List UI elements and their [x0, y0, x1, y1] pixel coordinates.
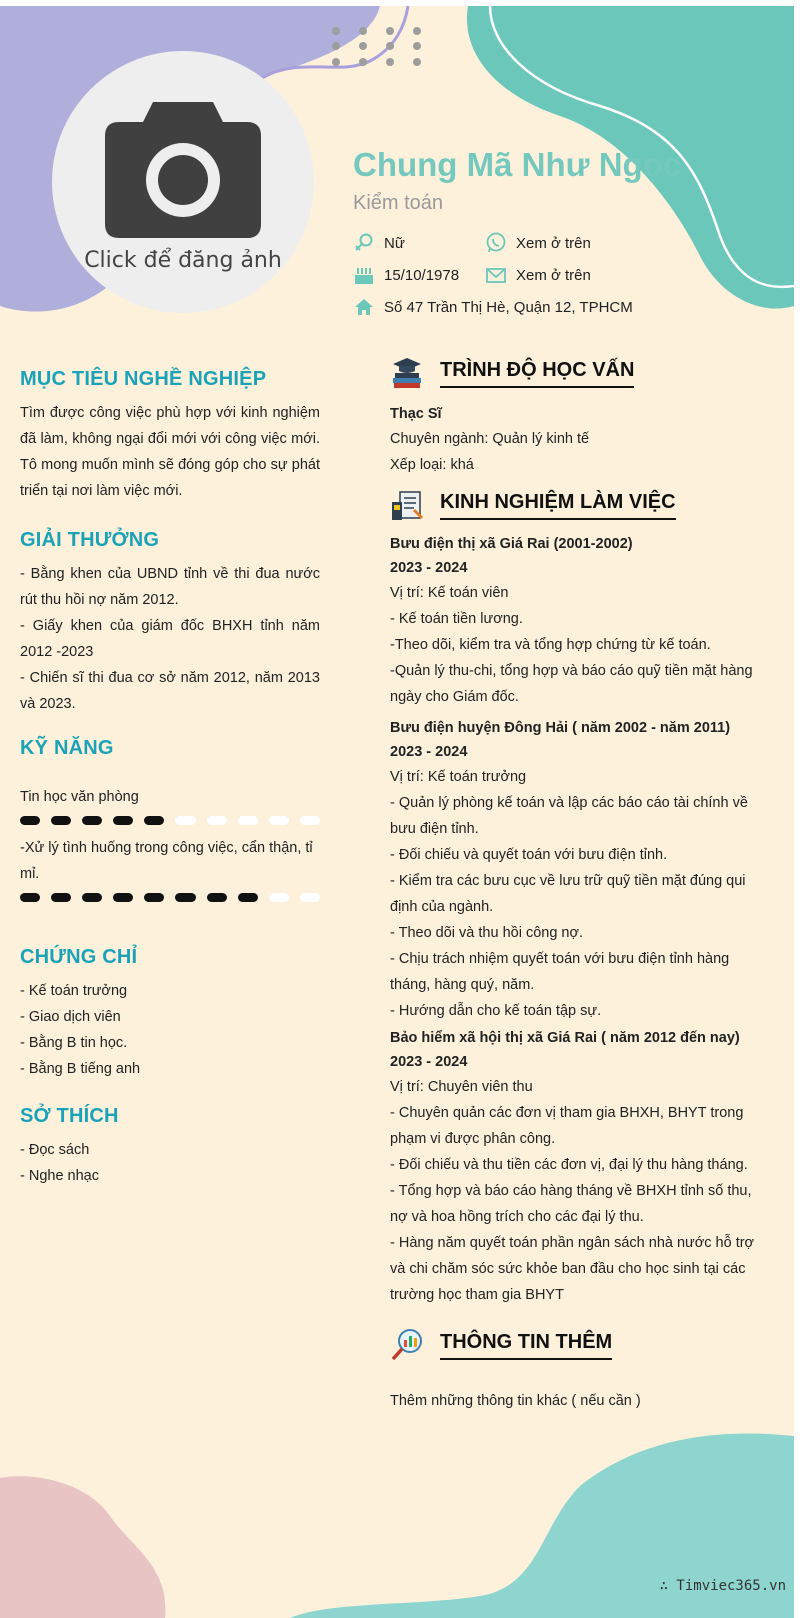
contact-email	[485, 264, 591, 286]
objective-text: Tìm được công việc phù hợp với kinh nghiệm đã làm, không ngại đổi mới với công việc mới. Tô mong muốn mình sẽ đóng góp cho sự phát triển tại nơi làm việc mới.	[20, 405, 320, 499]
skill-dot-filled	[20, 893, 40, 902]
additional-text: Thêm những thông tin khác ( nếu cần )	[390, 1393, 641, 1409]
job-company: Bưu điện huyện Đông Hải ( năm 2002 - năm 2011)	[390, 720, 731, 736]
award-item: - Giấy khen của giám đốc BHXH tỉnh năm 2012 -2023	[20, 618, 320, 660]
address-value: Số 47 Trần Thị Hè, Quận 12, TPHCM	[384, 298, 633, 316]
left-column	[20, 368, 320, 1189]
skill-dot-filled	[113, 816, 133, 825]
skills-title: KỸ NĂNG	[20, 737, 114, 759]
certificates-title: CHỨNG CHỈ	[20, 946, 138, 968]
hobbies-title: SỞ THÍCH	[20, 1105, 119, 1127]
skill-level-bar	[20, 893, 320, 902]
award-item: - Chiến sĩ thi đua cơ sở năm 2012, năm 2013 và 2023.	[20, 670, 320, 712]
awards-title: GIẢI THƯỞNG	[20, 529, 160, 551]
awards-list	[20, 561, 320, 717]
job-line: -Quản lý thu-chi, tổng hợp và báo cáo quỹ tiền mặt hàng ngày cho Giám đốc.	[390, 663, 753, 705]
hobby-item: - Nghe nhạc	[20, 1168, 99, 1184]
cv-paper	[0, 6, 794, 1618]
skill-dot-filled	[175, 893, 195, 902]
job-period: 2023 - 2024	[390, 744, 468, 760]
gender-value: Nữ	[384, 234, 405, 252]
job-line: -Theo dõi, kiểm tra và tổng hợp chứng từ kế toán.	[390, 637, 711, 653]
education-major: Chuyên ngành: Quản lý kinh tế	[390, 431, 590, 447]
skill-dot-filled	[113, 893, 133, 902]
contact-gender	[353, 232, 405, 254]
hobby-item: - Đọc sách	[20, 1142, 90, 1158]
candidate-job-title: Kiểm toán	[353, 192, 444, 214]
education-header	[390, 352, 770, 394]
job-line: - Đối chiếu và quyết toán với bưu điện tỉnh.	[390, 847, 668, 863]
skill-dot-filled	[207, 893, 227, 902]
camera-icon	[105, 102, 261, 238]
objective-title: MỤC TIÊU NGHỀ NGHIỆP	[20, 368, 267, 390]
gender-icon	[353, 232, 375, 254]
education-grade: Xếp loại: khá	[390, 457, 474, 473]
work-tools-icon	[390, 488, 424, 522]
skill-level-bar	[20, 816, 320, 825]
job-line: - Chịu trách nhiệm quyết toán với bưu điện tỉnh hàng tháng, hàng quý, năm.	[390, 951, 730, 993]
avatar-upload[interactable]	[52, 51, 314, 313]
skill-dot-empty	[300, 893, 320, 902]
job-line: - Hướng dẫn cho kế toán tập sự.	[390, 1003, 602, 1019]
job-line: - Quản lý phòng kế toán và lập các báo cáo tài chính về bưu điện tỉnh.	[390, 795, 748, 837]
skill-dot-filled	[51, 816, 71, 825]
job-period: 2023 - 2024	[390, 1054, 468, 1070]
hobbies-list	[20, 1137, 320, 1189]
job-line: Vị trí: Kế toán viên	[390, 585, 509, 601]
additional-title: THÔNG TIN THÊM	[440, 1331, 612, 1360]
skill-name: Tin học văn phòng	[20, 789, 139, 805]
job-company: Bưu điện thị xã Giá Rai (2001-2002)	[390, 536, 633, 552]
certificates-list	[20, 978, 320, 1082]
certificate-item: - Giao dịch viên	[20, 1009, 121, 1025]
job-company: Bảo hiểm xã hội thị xã Giá Rai ( năm 2012 đến nay)	[390, 1030, 740, 1046]
certificate-item: - Bằng B tin học.	[20, 1035, 128, 1051]
skill-dot-empty	[207, 816, 227, 825]
job-entry	[390, 1026, 770, 1308]
contact-phone	[485, 232, 591, 254]
certificate-item: - Bằng B tiếng anh	[20, 1061, 141, 1077]
phone-icon	[485, 232, 507, 254]
experience-title: KINH NGHIỆM LÀM VIỆC	[440, 491, 676, 520]
job-line: - Tổng hợp và báo cáo hàng tháng về BHXH tỉnh số thu, nợ và hoa hồng trích cho các đại lý thu.	[390, 1183, 752, 1225]
avatar-caption: Click để đăng ảnh	[84, 247, 282, 273]
skill-dot-filled	[20, 816, 40, 825]
skill-dot-empty	[175, 816, 195, 825]
skill-dot-empty	[300, 816, 320, 825]
birthday-cake-icon	[353, 264, 375, 286]
experience-header	[390, 484, 770, 526]
skill-name: -Xử lý tình huống trong công việc, cẩn thận, tỉ mỉ.	[20, 840, 313, 882]
email-icon	[485, 264, 507, 286]
skill-dot-empty	[269, 816, 289, 825]
education-degree: Thạc Sĩ	[390, 406, 442, 422]
job-line: - Đối chiếu và thu tiền các đơn vị, đại lý thu hàng tháng.	[390, 1157, 748, 1173]
job-line: - Hàng năm quyết toán phần ngân sách nhà nước hỗ trợ và chi chăm sóc sức khỏe ban đầu cho học sinh tại các trường học tham gia BHYT	[390, 1235, 755, 1303]
home-icon	[353, 296, 375, 318]
skill-dot-empty	[238, 816, 258, 825]
skill-dot-filled	[144, 816, 164, 825]
skill-dot-filled	[51, 893, 71, 902]
skill-dot-filled	[82, 893, 102, 902]
job-line: Vị trí: Kế toán trưởng	[390, 769, 527, 785]
graduation-books-icon	[390, 356, 424, 390]
job-line: - Theo dõi và thu hồi công nợ.	[390, 925, 584, 941]
candidate-name: Chung Mã Như Ngọc	[353, 146, 682, 183]
skill-dot-filled	[238, 893, 258, 902]
job-line: - Chuyên quản các đơn vị tham gia BHXH, BHYT trong phạm vi được phân công.	[390, 1105, 744, 1147]
skill-dot-filled	[144, 893, 164, 902]
certificate-item: - Kế toán trưởng	[20, 983, 128, 999]
right-column	[390, 352, 770, 1414]
email-value: Xem ở trên	[516, 266, 591, 284]
skill-item	[20, 784, 320, 825]
job-period: 2023 - 2024	[390, 560, 468, 576]
job-line: - Kiểm tra các bưu cục về lưu trữ quỹ tiền mặt đúng qui định của ngành.	[390, 873, 746, 915]
award-item: - Bằng khen của UBND tỉnh về thi đua nước rút thu hồi nợ năm 2012.	[20, 566, 320, 608]
job-line: - Kế toán tiền lương.	[390, 611, 523, 627]
education-body	[390, 402, 770, 478]
phone-value: Xem ở trên	[516, 234, 591, 252]
additional-header	[390, 1324, 770, 1366]
watermark: ∴ Timviec365.vn	[659, 1578, 786, 1594]
job-entry	[390, 532, 770, 710]
education-title: TRÌNH ĐỘ HỌC VẤN	[440, 359, 634, 388]
skill-dot-empty	[269, 893, 289, 902]
skill-dot-filled	[82, 816, 102, 825]
contact-address	[353, 296, 633, 318]
contact-birthday	[353, 264, 459, 286]
skill-item	[20, 835, 320, 902]
job-line: Vị trí: Chuyên viên thu	[390, 1079, 533, 1095]
job-entry	[390, 716, 770, 1024]
birthday-value: 15/10/1978	[384, 266, 460, 284]
magnifier-chart-icon	[390, 1328, 424, 1362]
